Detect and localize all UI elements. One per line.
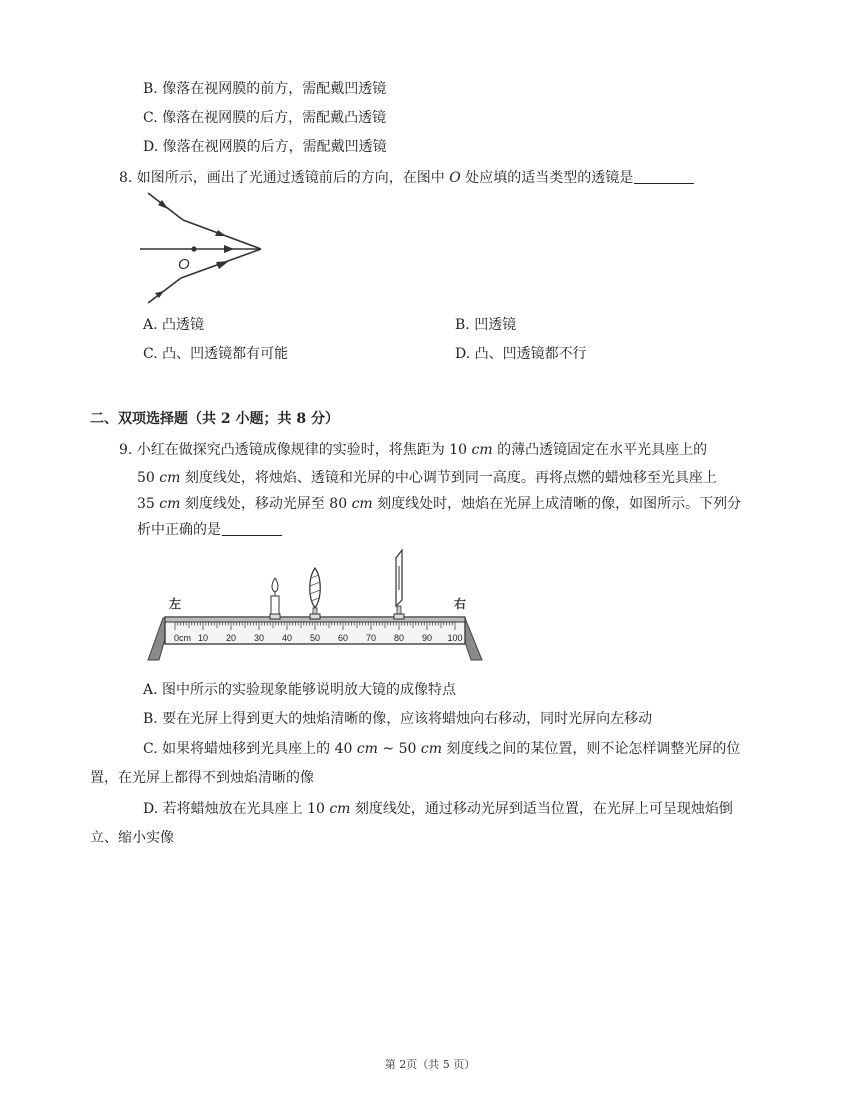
q9-unit: cm xyxy=(159,496,181,512)
candle xyxy=(270,578,280,619)
bench-tick-label: 60 xyxy=(337,633,349,643)
q9-unit: cm xyxy=(420,741,442,757)
candle-flame xyxy=(272,578,278,592)
q9-optical-bench-figure xyxy=(145,548,490,664)
q8-option-c: C. 凸、凹透镜都有可能 xyxy=(143,346,289,362)
q9-unit: cm xyxy=(329,801,351,817)
q9-option-a: A. 图中所示的实验现象能够说明放大镜的成像特点 xyxy=(143,682,457,698)
q7-option-d: D. 像落在视网膜的后方，需配戴凹透镜 xyxy=(143,139,387,155)
q9-stem-line-2 xyxy=(137,468,717,488)
q8-stem-text-1: 8. 如图所示，画出了光通过透镜前后的方向，在图中 xyxy=(119,170,450,186)
page-footer: 第 2页（共 5 页） xyxy=(384,1058,476,1071)
q9-unit: cm xyxy=(351,496,373,512)
bench-tick-label: 40 xyxy=(281,633,293,643)
q9-text: 刻度线处，将烛焰、透镜和光屏的中心调节到同一高度。再将点燃的蜡烛移至光具座上 xyxy=(180,470,717,486)
q8-option-b: B. 凹透镜 xyxy=(455,317,517,333)
q9-text: 50 xyxy=(137,470,160,486)
q8-incident-ray-bottom xyxy=(148,278,181,303)
q9-unit: cm xyxy=(471,442,493,458)
q9-text: 刻度线处，移动光屏至 80 xyxy=(180,496,352,512)
bench-tick-label: 30 xyxy=(253,633,265,643)
q9-option-d-line-2: 立、缩小实像 xyxy=(90,830,174,846)
q9-text: 9. 小红在做探究凸透镜成像规律的实验时，将焦距为 10 xyxy=(119,442,472,458)
bench-tick-label: 80 xyxy=(393,633,405,643)
q8-arrow-5 xyxy=(216,261,229,269)
convex-lens xyxy=(310,568,321,619)
q9-text: 刻度线处，通过移动光屏到适当位置，在光屏上可呈现烛焰倒 xyxy=(350,801,733,817)
q9-text: 析中正确的是 xyxy=(137,522,221,538)
bench-tick-label: 90 xyxy=(421,633,433,643)
q8-ray-figure xyxy=(135,190,270,310)
q8-option-a: A. 凸透镜 xyxy=(143,317,205,333)
q9-option-c-line-2: 置，在光屏上都得不到烛焰清晰的像 xyxy=(90,770,314,786)
q9-text: 35 xyxy=(137,496,160,512)
section-2-title: 二、双项选择题（共 2 小题；共 8 分） xyxy=(90,411,339,427)
q9-text: C. 如果将蜡烛移到光具座上的 40 xyxy=(143,741,357,757)
q9-option-c-line-1 xyxy=(143,739,740,759)
bench-right-label: 右 xyxy=(454,597,467,611)
q9-text: ~ 50 xyxy=(377,741,421,757)
q9-unit: cm xyxy=(159,470,181,486)
q9-text: 刻度线之间的某位置，则不论怎样调整光屏的位 xyxy=(441,741,741,757)
bench-tick-label: 10 xyxy=(197,633,209,643)
q7-option-c: C. 像落在视网膜的后方，需配戴凸透镜 xyxy=(143,110,387,126)
q8-var-o: O xyxy=(449,170,461,186)
light-screen xyxy=(394,550,404,619)
q9-stem-line-3 xyxy=(137,494,741,514)
q9-text: 刻度线处时，烛焰在光屏上成清晰的像，如图所示。下列分 xyxy=(372,496,742,512)
q8-option-d: D. 凸、凹透镜都不行 xyxy=(455,346,587,362)
bench-tick-label: 70 xyxy=(365,633,377,643)
q8-point-o xyxy=(191,246,196,251)
q9-option-b: B. 要在光屏上得到更大的烛焰清晰的像，应该将蜡烛向右移动，同时光屏向左移动 xyxy=(143,711,653,727)
q8-answer-blank xyxy=(634,169,694,184)
q8-arrow-3 xyxy=(224,245,234,253)
bench-zero-label: 0cm xyxy=(174,633,192,643)
q9-unit: cm xyxy=(356,741,378,757)
bench-tick-label: 20 xyxy=(225,633,237,643)
q8-figure-label-o: O xyxy=(178,256,190,273)
q8-arrow-2 xyxy=(215,230,226,236)
q9-answer-blank xyxy=(222,521,282,536)
bench-tick-label: 100 xyxy=(447,633,463,643)
q9-text: 的薄凸透镜固定在水平光具座上的 xyxy=(492,442,708,458)
bench-left-label: 左 xyxy=(169,597,182,611)
bench-tick-label: 50 xyxy=(309,633,321,643)
q7-option-b: B. 像落在视网膜的前方，需配戴凹透镜 xyxy=(143,81,387,97)
q9-text: D. 若将蜡烛放在光具座上 10 xyxy=(143,801,330,817)
q8-stem-text-2: 处应填的适当类型的透镜是 xyxy=(460,170,634,186)
q9-option-d-line-1 xyxy=(143,799,733,819)
q9-stem-line-1 xyxy=(119,440,707,460)
q9-stem-line-4 xyxy=(137,520,282,540)
q8-stem xyxy=(119,168,694,188)
